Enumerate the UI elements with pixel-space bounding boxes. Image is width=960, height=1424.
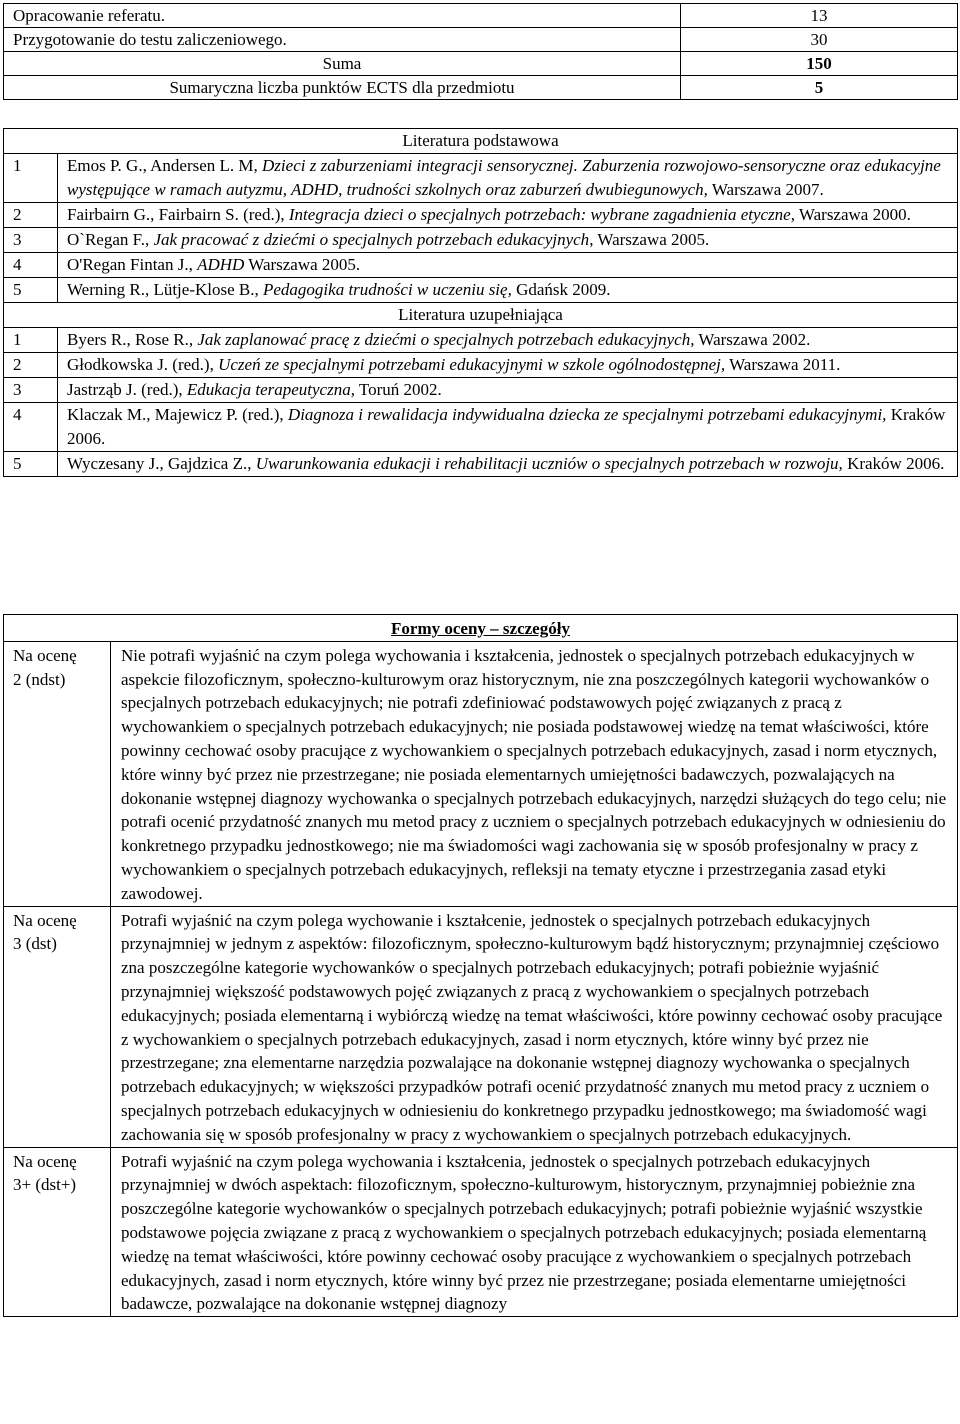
literature-item xyxy=(4,353,958,378)
literature-number: 2 xyxy=(4,353,58,378)
literature-number: 2 xyxy=(4,203,58,228)
workload-sum-label: Suma xyxy=(4,52,681,76)
workload-row xyxy=(4,28,958,52)
workload-sum-value: 150 xyxy=(681,52,958,76)
grade-value: 3+ (dst+) xyxy=(13,1175,77,1195)
literature-number: 4 xyxy=(4,403,58,452)
literature-item xyxy=(4,378,958,403)
literature-number: 4 xyxy=(4,253,58,278)
grade-label xyxy=(4,641,111,906)
grade-value: 3 (dst) xyxy=(13,934,57,954)
literature-number: 5 xyxy=(4,452,58,477)
grade-row xyxy=(4,641,958,906)
literature-item xyxy=(4,452,958,477)
grade-label xyxy=(4,906,111,1147)
entry-title: Uczeń ze specjalnymi potrzebami edukacyjnymi w szkole ogólnodostępnej, xyxy=(218,355,726,374)
literature-item xyxy=(4,203,958,228)
literature-item xyxy=(4,154,958,203)
literature-entry xyxy=(58,278,958,303)
entry-title: Jak zaplanować pracę z dziećmi o specjalnych potrzebach edukacyjnych, xyxy=(197,330,695,349)
entry-title: ADHD xyxy=(197,255,245,274)
basic-literature-heading: Literatura podstawowa xyxy=(4,129,958,154)
grade-criteria: Nie potrafi wyjaśnić na czym polega wychowania i kształcenia, jednostek o specjalnych potrzebach edukacyjnych w aspekcie filozoficznym, społeczno-kulturowym oraz historycznym, nie zna poszczególnych kategorii wychowanków o specjalnych potrzebach edukacyjnych; nie potrafi zdefiniować podstawowych pojęć związanych z pracą z wychowankiem o specjalnych potrzebach edukacyjnych; nie posiada podstawowej wiedzę na temat właściwości, które powinny cechować osoby pracujące z wychowankiem o specjalnych potrzebach edukacyjnych, zasad i norm etycznych, które winny być przez nie przestrzegane; nie posiada elementarnych umiejętności badawczych, pozwalających na dokonanie wstępnej diagnozy wychowanka o specjalnych potrzebach edukacyjnych, narzędzi służących do tego celu; nie potrafi ocenić przydatność znanych mu metod pracy z uczniem o specjalnych potrzebach edukacyjnych w odniesieniu do konkretnego przypadku jednostkowego; nie ma świadomości wagi zachowania się w sposób profesjonalny w pracy z wychowankiem o specjalnych potrzebach edukacyjnych, refleksji na tematy etyczne i przestrzegania zasad etyki zawodowej. xyxy=(111,641,958,906)
entry-author: Klaczak M., Majewicz P. (red.), xyxy=(67,405,288,424)
entry-title: Pedagogika trudności w uczeniu się, xyxy=(263,280,512,299)
grade-criteria: Potrafi wyjaśnić na czym polega wychowanie i kształcenie, jednostek o specjalnych potrzebach edukacyjnych przynajmniej w jednym z aspektów: filozoficznym, społeczno-kulturowym bądź historycznym; przynajmniej częściowo zna poszczególne kategorie wychowanków o specjalnych potrzebach edukacyjnych; potrafi pobieżnie wyjaśnić przynajmniej większość podstawowych pojęć związanych z pracą z wychowankiem o specjalnych potrzebach edukacyjnych; posiada elementarną i wybiórczą wiedzę na temat właściwości, które powinny cechować osoby pracujące z wychowankiem o specjalnych potrzebach edukacyjnych, zasad i norm etycznych, które winny być przez nie przestrzegane; zna elementarne narzędzia pozwalające na dokonanie wstępnej diagnozy wychowanka o specjalnych potrzebach edukacyjnych; w większości przypadków potrafi ocenić przydatność znanych mu metod pracy z uczniem o specjalnych potrzebach edukacyjnych w odniesieniu do konkretnego przypadku jednostkowego; ma świadomość wagi zachowania się w sposób profesjonalny w pracy z wychowankiem o specjalnych potrzebach edukacyjnych. xyxy=(111,906,958,1147)
entry-title: Edukacja terapeutyczna, xyxy=(186,380,355,399)
entry-author: Emos P. G., Andersen L. M, xyxy=(67,156,263,175)
workload-value: 13 xyxy=(681,4,958,28)
literature-item xyxy=(4,278,958,303)
entry-publisher: , Warszawa 2005. xyxy=(589,230,710,249)
entry-title: Diagnoza i rewalidacja indywidualna dziecka ze specjalnymi potrzebami edukacyjnymi, xyxy=(287,405,887,424)
workload-row xyxy=(4,4,958,28)
literature-number: 3 xyxy=(4,378,58,403)
entry-author: Jastrząb J. (red.), xyxy=(67,380,187,399)
literature-entry xyxy=(58,378,958,403)
literature-number: 5 xyxy=(4,278,58,303)
entry-author: Byers R., Rose R., xyxy=(67,330,198,349)
grade-row xyxy=(4,1147,958,1317)
entry-author: Fairbairn G., Fairbairn S. (red.), xyxy=(67,205,289,224)
literature-entry xyxy=(58,353,958,378)
supplementary-literature-heading: Literatura uzupełniająca xyxy=(4,303,958,328)
entry-title: Dzieci z zaburzeniami integracji sensorycznej. Zaburzenia rozwojowo-sensoryczne oraz edukacyjne występujące w ramach autyzmu, ADHD, trudności szkolnych oraz zaburzeń dwubiegunowych, xyxy=(67,156,941,199)
ects-row xyxy=(4,76,958,100)
literature-entry xyxy=(58,328,958,353)
grade-row xyxy=(4,906,958,1147)
entry-title: Uwarunkowania edukacji i rehabilitacji uczniów o specjalnych potrzebach w rozwoju, xyxy=(255,454,843,473)
grade-label-line: Na ocenę xyxy=(13,910,77,930)
grade-value: 2 (ndst) xyxy=(13,669,66,689)
entry-author: O`Regan F., xyxy=(67,230,154,249)
entry-publisher: Toruń 2002. xyxy=(354,380,442,399)
workload-sum-row xyxy=(4,52,958,76)
entry-publisher: Kraków 2006. xyxy=(67,405,946,448)
entry-publisher: Warszawa 2000. xyxy=(794,205,911,224)
literature-entry xyxy=(58,253,958,278)
literature-item xyxy=(4,328,958,353)
literature-entry xyxy=(58,154,958,203)
entry-publisher: Warszawa 2011. xyxy=(725,355,841,374)
grade-label-line: Na ocenę xyxy=(13,1151,77,1171)
ects-label: Sumaryczna liczba punktów ECTS dla przedmiotu xyxy=(4,76,681,100)
literature-entry xyxy=(58,403,958,452)
assessment-table xyxy=(3,614,958,1317)
literature-number: 3 xyxy=(4,228,58,253)
assessment-heading xyxy=(4,615,958,642)
workload-label: Opracowanie referatu. xyxy=(4,4,681,28)
ects-value: 5 xyxy=(681,76,958,100)
entry-publisher: Warszawa 2007. xyxy=(707,180,824,199)
workload-value: 30 xyxy=(681,28,958,52)
literature-entry xyxy=(58,203,958,228)
workload-table xyxy=(3,3,958,100)
entry-publisher: Warszawa 2002. xyxy=(694,330,811,349)
workload-label: Przygotowanie do testu zaliczeniowego. xyxy=(4,28,681,52)
entry-publisher: Gdańsk 2009. xyxy=(511,280,611,299)
literature-number: 1 xyxy=(4,154,58,203)
literature-item xyxy=(4,228,958,253)
grade-label-line: Na ocenę xyxy=(13,645,77,665)
literature-item xyxy=(4,403,958,452)
entry-title: Integracja dzieci o specjalnych potrzebach: wybrane zagadnienia etyczne, xyxy=(288,205,795,224)
entry-publisher: Warszawa 2005. xyxy=(244,255,361,274)
entry-author: Głodkowska J. (red.), xyxy=(67,355,219,374)
literature-entry xyxy=(58,228,958,253)
literature-number: 1 xyxy=(4,328,58,353)
grade-label xyxy=(4,1147,111,1317)
entry-author: Werning R., Lütje-Klose B., xyxy=(67,280,263,299)
literature-table xyxy=(3,128,958,477)
assessment-heading-text: Formy oceny – szczegóły xyxy=(391,619,570,638)
literature-entry xyxy=(58,452,958,477)
entry-author: O'Regan Fintan J., xyxy=(67,255,198,274)
literature-item xyxy=(4,253,958,278)
entry-author: Wyczesany J., Gajdzica Z., xyxy=(67,454,256,473)
entry-title: Jak pracować z dziećmi o specjalnych potrzebach edukacyjnych xyxy=(153,230,590,249)
entry-publisher: Kraków 2006. xyxy=(842,454,945,473)
grade-criteria: Potrafi wyjaśnić na czym polega wychowania i kształcenia, jednostek o specjalnych potrzebach edukacyjnych przynajmniej w dwóch aspektach: filozoficznym, społeczno-kulturowym, historycznym, przynajmniej pobieżnie zna poszczególne kategorie wychowanków o specjalnych potrzebach edukacyjnych; potrafi pobieżnie wyjaśnić wszystkie podstawowe pojęcia związane z pracą z wychowankiem o specjalnych potrzebach edukacyjnych; posiada elementarną wiedzę na temat właściwości, które powinny cechować osoby pracujące z wychowankiem o specjalnych potrzebach edukacyjnych, zasad i norm etycznych, które winny być przez nie przestrzegane; posiada elementarne umiejętności badawcze, pozwalające na dokonanie wstępnej diagnozy xyxy=(111,1147,958,1317)
